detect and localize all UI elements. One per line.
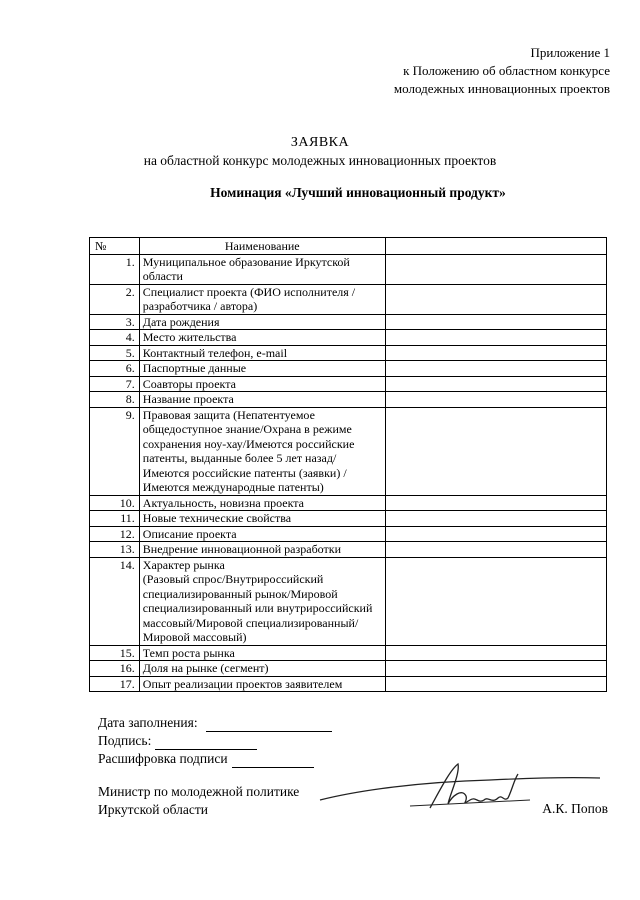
row-value-cell[interactable] <box>385 361 606 377</box>
row-number: 17. <box>90 676 140 692</box>
row-number: 10. <box>90 495 140 511</box>
row-name: Описание проекта <box>139 526 385 542</box>
table-body <box>90 254 607 692</box>
document-header <box>0 134 640 170</box>
row-name: Название проекта <box>139 392 385 408</box>
row-number: 5. <box>90 345 140 361</box>
appendix-note <box>394 44 610 98</box>
row-value-cell[interactable] <box>385 645 606 661</box>
row-number: 16. <box>90 661 140 677</box>
row-value-cell[interactable] <box>385 330 606 346</box>
table-row <box>90 526 607 542</box>
row-value-cell[interactable] <box>385 284 606 314</box>
row-name: Соавторы проекта <box>139 376 385 392</box>
fill-date-row <box>98 714 332 732</box>
row-number: 6. <box>90 361 140 377</box>
row-name: Муниципальное образование Иркутской области <box>139 254 385 284</box>
row-value-cell[interactable] <box>385 407 606 495</box>
row-value-cell[interactable] <box>385 314 606 330</box>
row-value-cell[interactable] <box>385 676 606 692</box>
minister-block <box>98 783 299 819</box>
table-row <box>90 254 607 284</box>
row-name: Актуальность, новизна проекта <box>139 495 385 511</box>
minister-title-line-1: Министр по молодежной политике <box>98 784 300 799</box>
signer-name: А.К. Попов <box>542 801 608 816</box>
nomination-heading: Номинация «Лучший инновационный продукт» <box>210 185 506 200</box>
row-number: 14. <box>90 557 140 645</box>
row-name: Внедрение инновационной разработки <box>139 542 385 558</box>
row-value-cell[interactable] <box>385 345 606 361</box>
table-row <box>90 392 607 408</box>
row-number: 4. <box>90 330 140 346</box>
row-number: 12. <box>90 526 140 542</box>
row-number: 13. <box>90 542 140 558</box>
row-name: Темп роста рынка <box>139 645 385 661</box>
application-table <box>89 237 607 692</box>
row-number: 1. <box>90 254 140 284</box>
fill-date-label: Дата заполнения: <box>98 715 198 730</box>
column-header-value <box>385 238 606 255</box>
signature-decode-label: Расшифровка подписи <box>98 751 228 766</box>
table-row <box>90 284 607 314</box>
row-name: Дата рождения <box>139 314 385 330</box>
row-value-cell[interactable] <box>385 526 606 542</box>
table-row <box>90 645 607 661</box>
row-name: Правовая защита (Непатентуемое общедоступное знание/Охрана в режиме сохранения ноу-хау/Имеются российские патенты, выданные более 5 лет назад/Имеются российские патенты (заявки) /Имеются международные патенты) <box>139 407 385 495</box>
row-value-cell[interactable] <box>385 511 606 527</box>
appendix-line-3: молодежных инновационных проектов <box>393 81 610 96</box>
signature-label: Подпись: <box>98 733 152 748</box>
signature-row <box>98 732 332 750</box>
row-value-cell[interactable] <box>385 392 606 408</box>
table-row <box>90 330 607 346</box>
row-name: Место жительства <box>139 330 385 346</box>
table-row <box>90 345 607 361</box>
row-name: Контактный телефон, e-mail <box>139 345 385 361</box>
row-name: Новые технические свойства <box>139 511 385 527</box>
column-header-name: Наименование <box>139 238 385 255</box>
document-subtitle: на областной конкурс молодежных инновационных проектов <box>143 153 497 168</box>
appendix-line-2: к Положению об областном конкурсе <box>403 63 610 78</box>
row-value-cell[interactable] <box>385 376 606 392</box>
row-number: 9. <box>90 407 140 495</box>
row-name: Специалист проекта (ФИО исполнителя / разработчика / автора) <box>139 284 385 314</box>
row-name: Доля на рынке (сегмент) <box>139 661 385 677</box>
table-row <box>90 511 607 527</box>
minister-title-line-2: Иркутской области <box>98 802 209 817</box>
fill-date-blank[interactable] <box>206 717 332 732</box>
signature-decode-row <box>98 750 332 768</box>
table-row <box>90 542 607 558</box>
table-row <box>90 661 607 677</box>
row-value-cell[interactable] <box>385 542 606 558</box>
table-row <box>90 407 607 495</box>
table-row <box>90 495 607 511</box>
table-row <box>90 676 607 692</box>
row-value-cell[interactable] <box>385 661 606 677</box>
document-title: ЗАЯВКА <box>290 135 350 150</box>
row-number: 8. <box>90 392 140 408</box>
table-header-row <box>90 238 607 255</box>
signature-blank[interactable] <box>155 735 257 750</box>
footer-fields <box>98 714 332 768</box>
row-name: Характер рынка (Разовый спрос/Внутрироссийский специализированный рынок/Мировой специализированный или внутрироссийский массовый/Мировой специализированный/Мировой массовый) <box>139 557 385 645</box>
row-name: Паспортные данные <box>139 361 385 377</box>
row-value-cell[interactable] <box>385 557 606 645</box>
table-row <box>90 361 607 377</box>
row-name: Опыт реализации проектов заявителем <box>139 676 385 692</box>
appendix-line-1: Приложение 1 <box>530 45 610 60</box>
column-header-number: № <box>90 238 140 255</box>
row-number: 2. <box>90 284 140 314</box>
row-number: 7. <box>90 376 140 392</box>
row-value-cell[interactable] <box>385 495 606 511</box>
row-number: 3. <box>90 314 140 330</box>
table-row <box>90 376 607 392</box>
table-row <box>90 557 607 645</box>
row-number: 15. <box>90 645 140 661</box>
row-value-cell[interactable] <box>385 254 606 284</box>
row-number: 11. <box>90 511 140 527</box>
table-row <box>90 314 607 330</box>
